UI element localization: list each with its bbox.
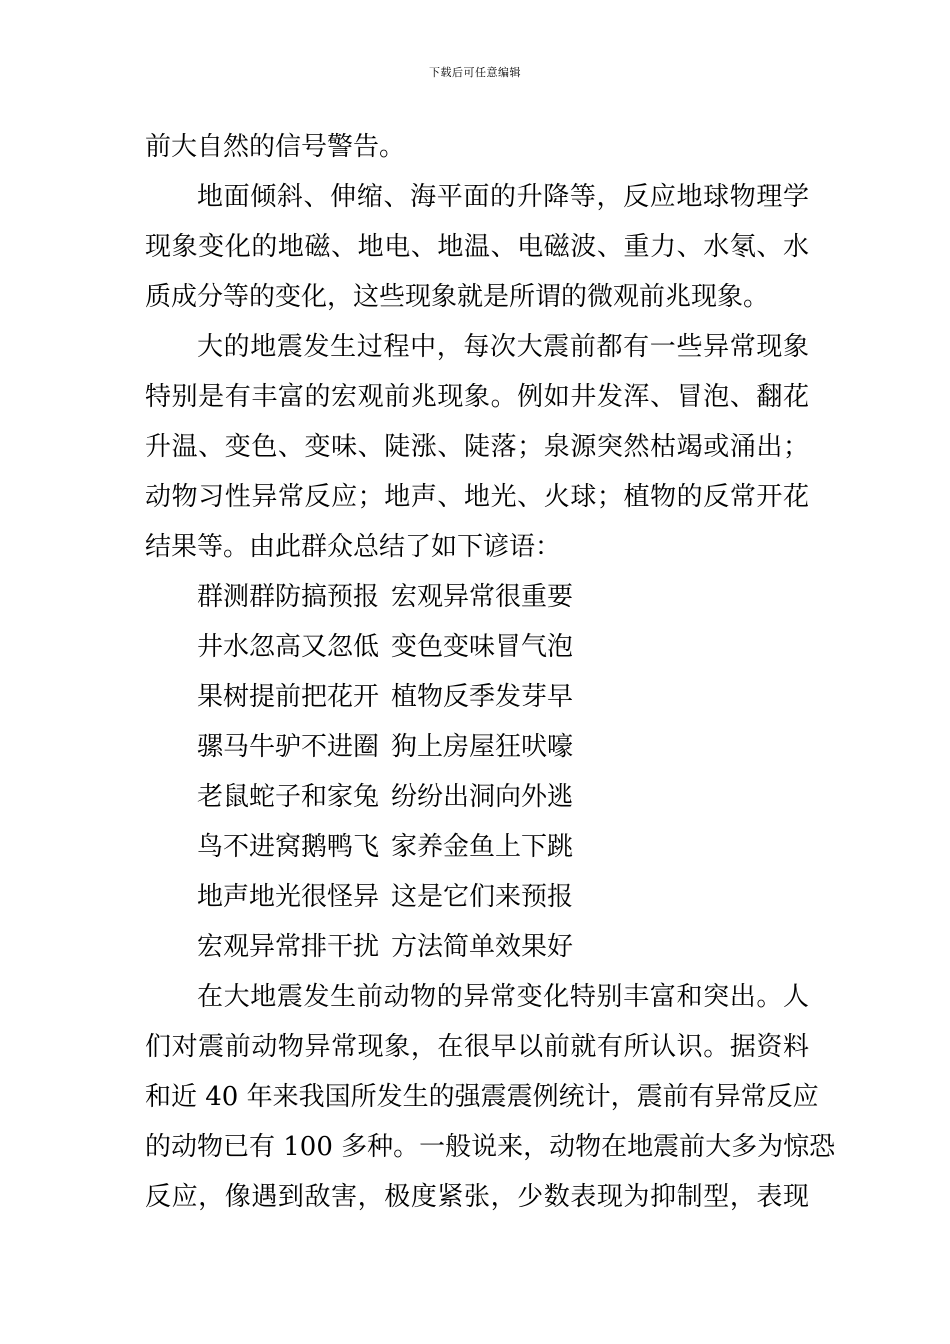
- proverb-second-half: 宏观异常很重要: [391, 582, 574, 612]
- paragraph-line: 大的地震发生过程中，每次大震前都有一些异常现象: [197, 332, 809, 362]
- proverb-first-half: 群测群防搞预报: [197, 582, 380, 612]
- proverb-second-half: 植物反季发芽早: [391, 682, 574, 712]
- proverb-second-half: 方法简单效果好: [391, 932, 574, 962]
- paragraph-line: 反应，像遇到敌害，极度紧张，少数表现为抑制型，表现: [145, 1182, 809, 1212]
- proverb-second-half: 家养金鱼上下跳: [391, 832, 574, 862]
- proverb-line: [145, 572, 809, 622]
- proverb-line: [145, 672, 809, 722]
- proverb-line: [145, 822, 809, 872]
- paragraph-line: 结果等。由此群众总结了如下谚语：: [145, 532, 562, 562]
- proverb-first-half: 骡马牛驴不进圈: [197, 732, 380, 762]
- proverb-first-half: 井水忽高又忽低: [197, 632, 380, 662]
- proverb-second-half: 狗上房屋狂吠嚎: [391, 732, 574, 762]
- proverb-second-half: 纷纷出洞向外逃: [391, 782, 574, 812]
- paragraph-line: 动物习性异常反应；地声、地光、火球；植物的反常开花: [145, 482, 809, 512]
- proverb-line: [145, 722, 809, 772]
- paragraph-line: 的动物已有 100 多种。一般说来，动物在地震前大多为惊恐: [145, 1132, 836, 1162]
- paragraph-line: 在大地震发生前动物的异常变化特别丰富和突出。人: [197, 982, 809, 1012]
- proverb-line: [145, 922, 809, 972]
- proverb-first-half: 鸟不进窝鹅鸭飞: [197, 832, 380, 862]
- proverb-line: [145, 622, 809, 672]
- paragraph-line: 和近 40 年来我国所发生的强震震例统计，震前有异常反应: [145, 1082, 819, 1112]
- proverb-first-half: 老鼠蛇子和家兔: [197, 782, 380, 812]
- proverb-first-half: 地声地光很怪异: [197, 882, 380, 912]
- proverb-first-half: 果树提前把花开: [197, 682, 380, 712]
- proverb-first-half: 宏观异常排干扰: [197, 932, 380, 962]
- paragraph-line: 们对震前动物异常现象，在很早以前就有所认识。据资料: [145, 1032, 809, 1062]
- paragraph-line: 升温、变色、变味、陡涨、陡落；泉源突然枯竭或涌出；: [145, 432, 809, 462]
- paragraph-line: 地面倾斜、伸缩、海平面的升降等，反应地球物理学: [197, 182, 809, 212]
- proverb-second-half: 变色变味冒气泡: [391, 632, 574, 662]
- paragraph-line: 现象变化的地磁、地电、地温、电磁波、重力、水氡、水: [145, 232, 809, 262]
- paragraph-line: 前大自然的信号警告。: [145, 132, 406, 162]
- paragraph-line: 质成分等的变化，这些现象就是所谓的微观前兆现象。: [145, 282, 770, 312]
- paragraph-line: 特别是有丰富的宏观前兆现象。例如井发浑、冒泡、翻花: [145, 382, 809, 412]
- proverb-line: [145, 772, 809, 822]
- document-body: [145, 122, 836, 1222]
- proverb-line: [145, 872, 809, 922]
- proverb-second-half: 这是它们来预报: [391, 882, 574, 912]
- page-header: 下载后可任意编辑: [429, 66, 521, 79]
